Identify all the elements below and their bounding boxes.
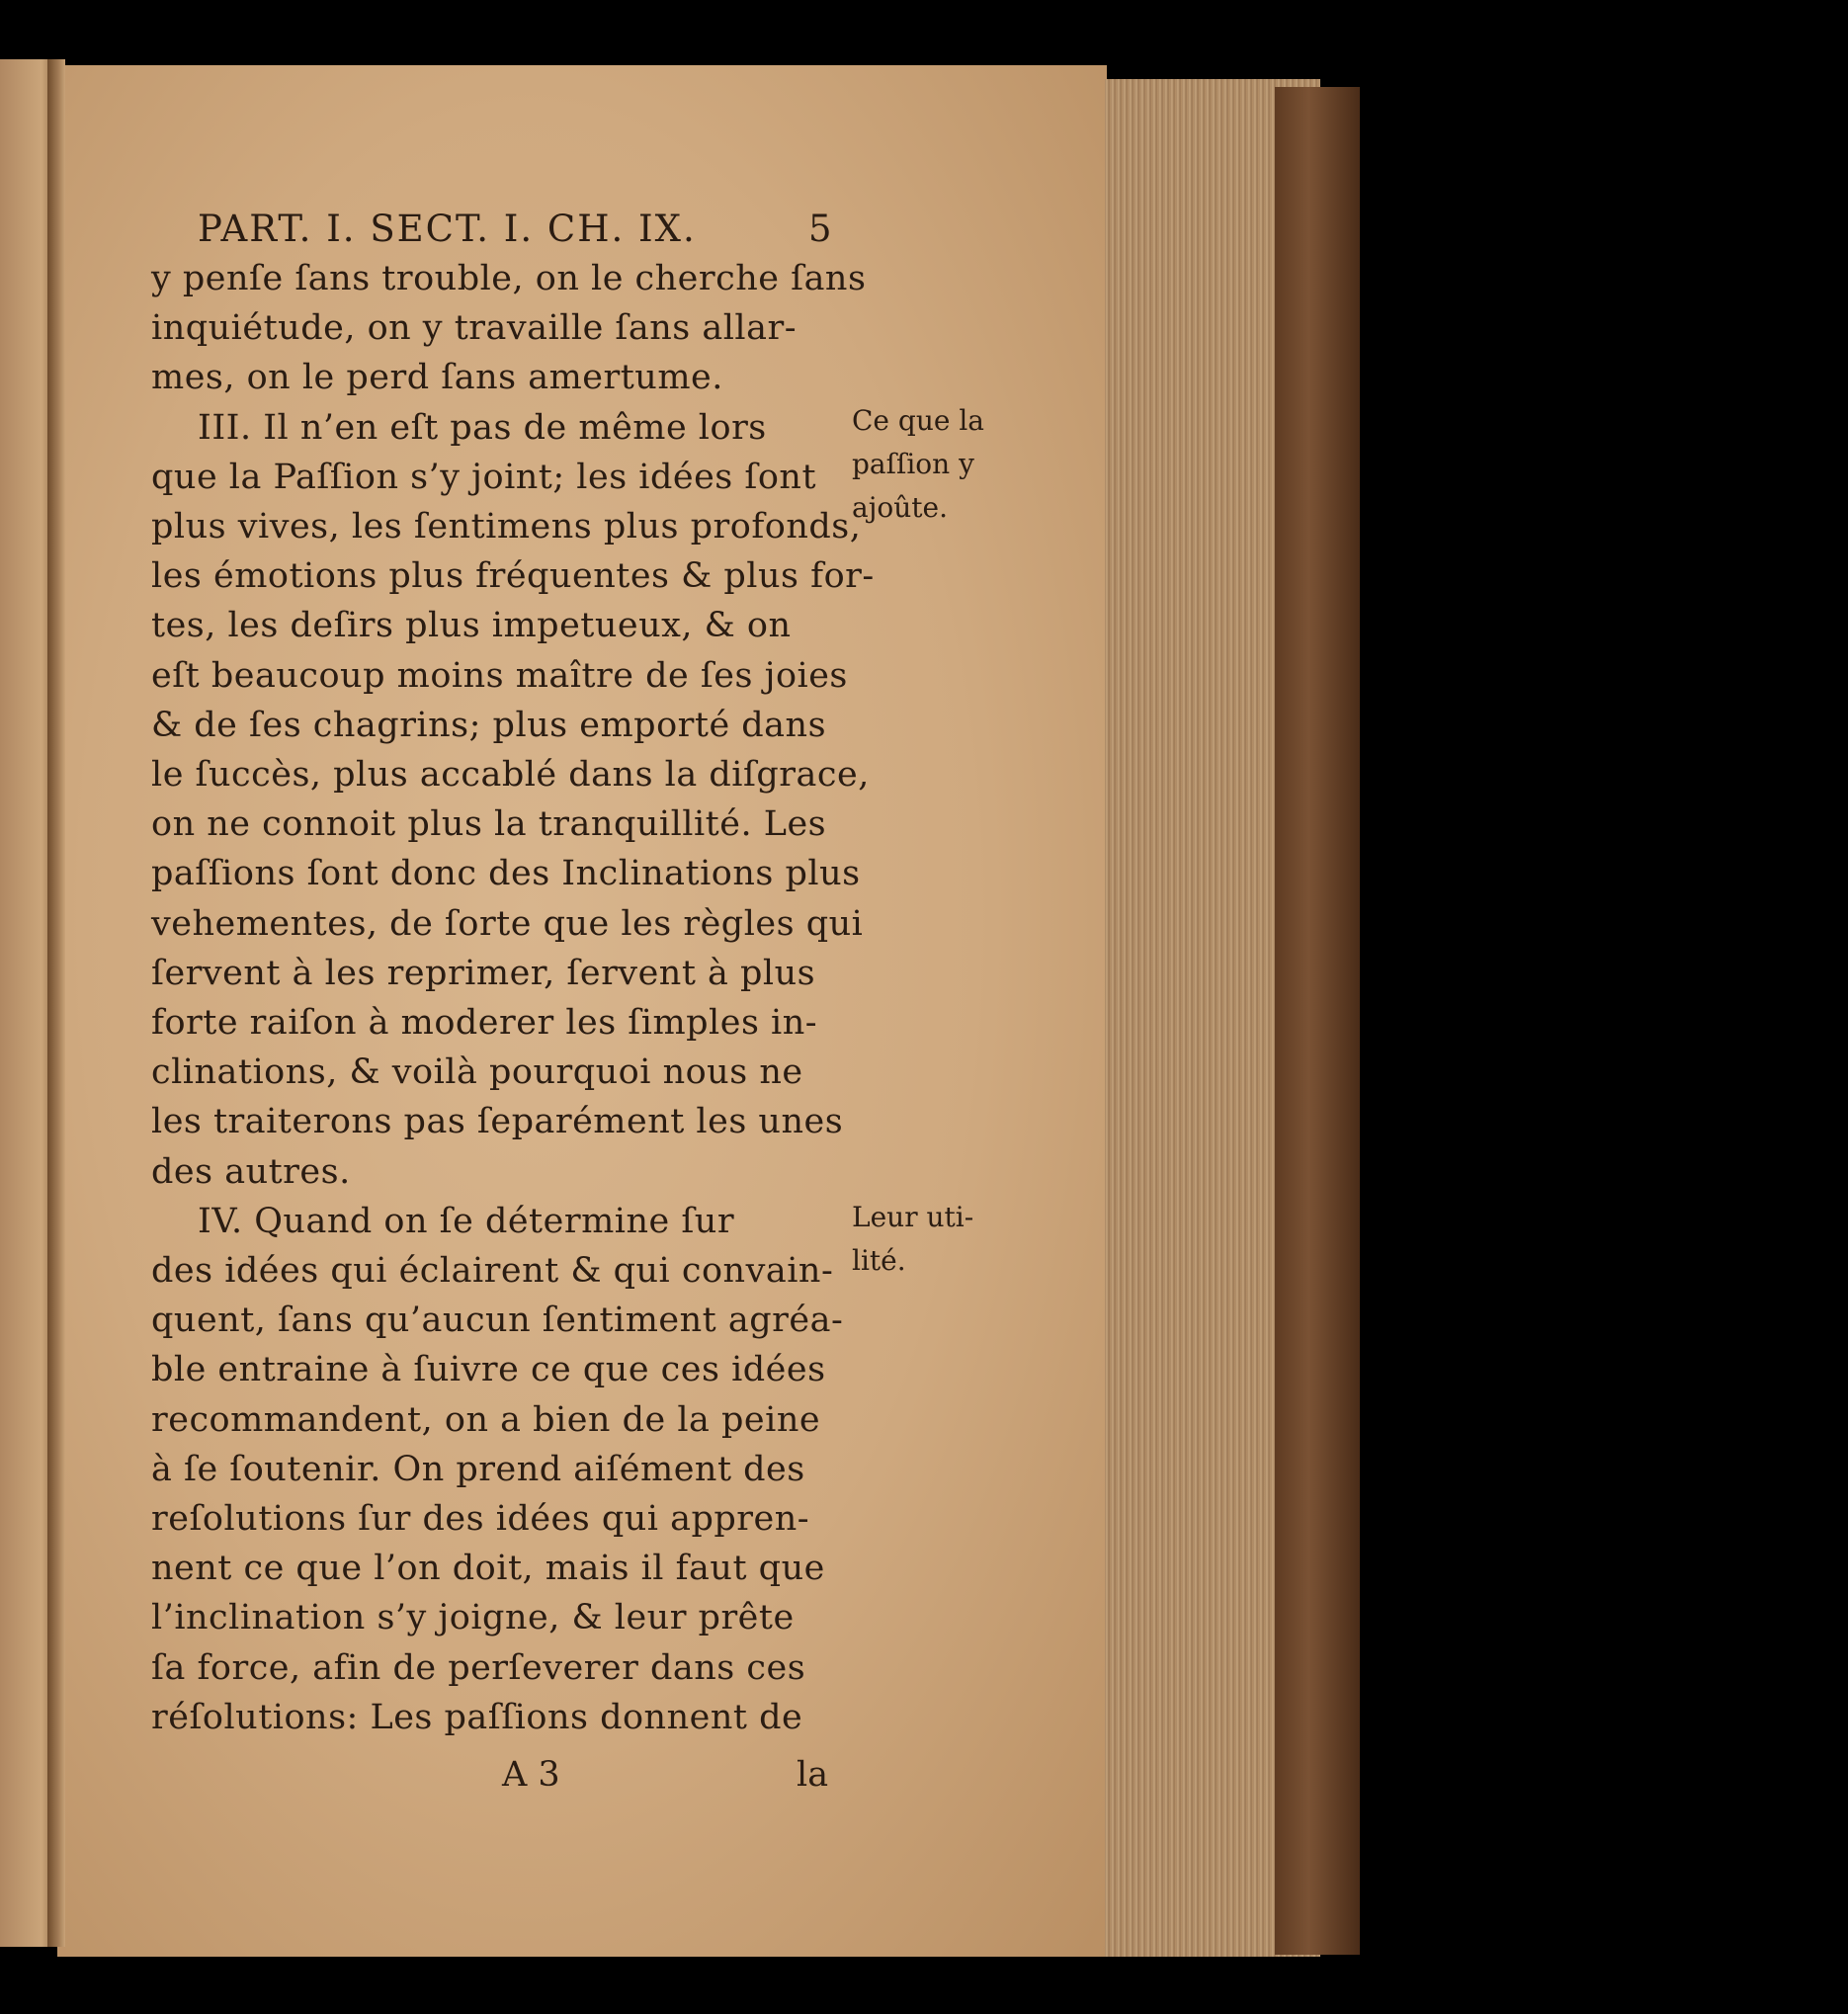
text-line: III. Il n’en eſt pas de même lors — [198, 407, 767, 448]
text-line: clinations, & voilà pourquoi nous ne — [151, 1052, 803, 1093]
text-line: quent, ſans qu’aucun ſentiment agréa- — [151, 1301, 844, 1341]
text-line: y penſe ſans trouble, on le cherche ſans — [151, 259, 867, 298]
text-line: les émotions plus fréquentes & plus for- — [151, 556, 875, 597]
text-line: on ne connoit plus la tranquillité. Les — [151, 804, 827, 845]
book-cover-edge — [1275, 87, 1360, 1955]
text-line: ble entraine à ſuivre ce que ces idées — [151, 1350, 826, 1390]
text-line: ſa force, afin de perſeverer dans ces — [151, 1647, 806, 1688]
text-line: reſolutions ſur des idées qui appren- — [151, 1499, 810, 1539]
margin-note-1: Ce que la paſſion y ajoûte. — [852, 404, 984, 524]
text-line: inquiétude, on y travaille ſans allar- — [151, 308, 798, 349]
text-line: des autres. — [151, 1151, 351, 1192]
text-line: tes, les deſirs plus impetueux, & on — [151, 606, 792, 646]
text-line: paſſions ſont donc des Inclinations plus — [151, 854, 861, 894]
text-line: nent ce que l’on doit, mais il faut que — [151, 1549, 825, 1589]
text-line: recommandent, on a bien de la peine — [151, 1399, 821, 1440]
text-line: l’inclination s’y joigne, & leur prête — [151, 1598, 795, 1638]
signature-mark: A 3 — [502, 1755, 560, 1795]
text-line: des idées qui éclairent & qui convain- — [151, 1251, 834, 1291]
catchword: la — [797, 1755, 829, 1795]
text-line: mes, on le perd ſans amertume. — [151, 358, 723, 398]
text-line: le ſuccès, plus accablé dans la diſgrace, — [151, 755, 870, 795]
running-head: PART. I. SECT. I. CH. IX. — [198, 208, 697, 250]
text-line: ſervent à les reprimer, ſervent à plus — [151, 953, 816, 993]
text-line: que la Paſſion s’y joint; les idées ſont — [151, 457, 817, 497]
text-line: forte raiſon à moderer les ſimples in- — [151, 1003, 818, 1043]
gutter — [47, 59, 65, 1947]
text-line: vehementes, de ſorte que les règles qui — [151, 903, 864, 944]
text-line: plus vives, les ſentimens plus profonds, — [151, 507, 862, 546]
page-number: 5 — [808, 208, 832, 250]
margin-note-2: Leur uti- lité. — [852, 1201, 974, 1277]
text-line: à ſe ſoutenir. On prend aiſément des — [151, 1449, 805, 1489]
text-line: eſt beaucoup moins maître de ſes joies — [151, 655, 848, 696]
text-line: & de ſes chagrins; plus emporté dans — [151, 705, 827, 745]
text-line: les traiterons pas ſeparément les unes — [151, 1102, 844, 1142]
text-line: réſolutions: Les paſſions donnent de — [151, 1697, 803, 1737]
text-line: IV. Quand on ſe détermine ſur — [198, 1201, 735, 1241]
